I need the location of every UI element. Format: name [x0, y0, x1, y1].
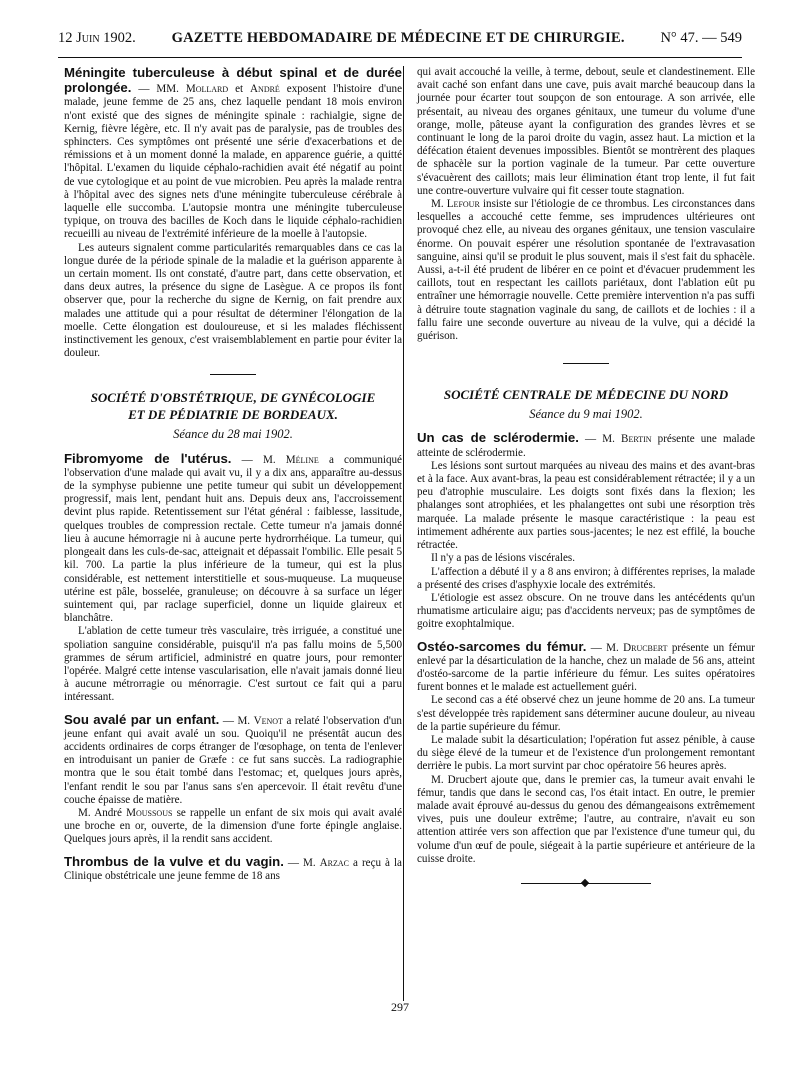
article-meningite: Méningite tuberculeuse à début spinal et de durée prolongée. — MM. Mollard et André exposent l'histoire d'une malade, jeune femme de 25 ans, chez laquelle pendant 18 mois environ n'ont existé que des signes de méningite spinale : rachialgie, signe de Kernig, fièvre légère, etc. Il n'y avait pas de paralysie, pas de troubles des sphincters. Ces symptômes ont présenté une série d'exacerbations et de rémissions et à un moment donné la malade, en apparence guérie, a quitté l'hôpital. L'examen du liquide céphalo-rachidien avait été négatif au point de vue cytologique et au point de vue microbien. Peu après la malade rentra à l'hôpital avec des signes nets d'une méningite tuberculeuse cérébrale à laquelle elle succomba. L'autopsie montra une méningite tuberculeuse typique, on trouva des bacilles de Koch dans le liquide céphalo-rachidien recueilli au niveau de l'extrémité inférieure de la moelle à l'autopsie. [64, 65, 402, 241]
page-number: 297 [391, 1000, 409, 1014]
article-fibromyome: Fibromyome de l'utérus. — M. Méline a communiqué l'observation d'une malade qui avait vu, il y a dix ans, apparaître au-dessus de la symphyse pubienne une petite tumeur qui subit un développement progressif, mais lent, pendant huit ans. Depuis deux ans, l'accroissement devint plus rapide. Retentissement sur l'état général : faiblesse, lassitude, quelques troubles de compression rectale. Cette tumeur n'a jamais donné lieu à aucune hémorragie ni à aucune perte hydrorrhéique. La tumeur, qui plongeait dans les culs-de-sac, atteignait et dépassait l'ombilic. Elle pesait 5 kil. 700. La partie la plus inférieure de la tumeur, qui est la plus considérable, est nettement interstitielle et sous-muqueuse. La muqueuse utérine est pâle, bosselée, granuleuse; on découvre à sa surface un léger suintement qui, par raclage superficiel, donne un liquide glaireux et blanchâtre. [64, 450, 402, 625]
session-date: Séance du 9 mai 1902. [529, 407, 643, 422]
paragraph: Il n'y a pas de lésions viscérales. [431, 552, 576, 565]
article-title: Ostéo-sarcomes du fémur. [417, 638, 587, 654]
paragraph: M. Lefour insiste sur l'étiologie de ce thrombus. Les circonstances dans lesquelles a accouché cette femme, ses imprudences ultérieures ont provoqué chez elle, au niveau des organes génitaux, une tension vasculaire énorme. On pouvait espérer une résolution spontanée de l'extravasation sanguine, ainsi qu'il se produit le plus souvent, mais il s'est fait du sphacèle. Aussi, a-t-il été prudent de libérer en ce point et d'évacuer prudemment les caillots, tout en respectant les caillots pariétaux, dont l'ablation eût pu entraîner une hémorragie nouvelle. Cette première intervention n'a pas suffi à détruire toute stagnation vaginale du sang, de caillots et de lochies : il a fallu faire une seconde ouverture au niveau de la vulve, qui a décidé la guérison. [417, 198, 755, 343]
article-title: Sou avalé par un enfant. [64, 711, 220, 727]
article-sou-avale: Sou avalé par un enfant. — M. Venot a relaté l'observation d'un jeune enfant qui avait avalé un sou. Quoiqu'il ne présentât aucun des accidents ordinaires de corps étranger de l'œsophage, on tenta de l'enlever en introduisant un panier de Græfe : ce fut sans succès. La radiographie montra que le sou était tombé dans l'estomac; et, quelques jours après, l'enfant rendit le sou par l'anus sans s'en apercevoir. Il était revêtu d'une couche épaisse de matière. [64, 711, 402, 806]
right-column [417, 66, 755, 888]
paragraph: L'ablation de cette tumeur très vasculaire, très irriguée, a constitué une spoliation sanguine considérable, puisqu'il n'a pas fallu moins de 5,500 grammes de sérum artificiel, administré en quatre jours, pour remonter l'opérée. Malgré cette intense vascularisation, elle n'avait jamais donné lieu à aucune métrorragie ou ménorragie. C'est surtout ce fait qui a paru intéressant. [64, 625, 402, 704]
paragraph: Les auteurs signalent comme particularités remarquables dans ce cas la longue durée de la période spinale de la maladie et la guérison apparente à un certain moment. Ils ont constaté, d'autre part, dans cette observation, et dans deux autres, la présence du signe de Lasègue. A ce propos ils font observer que, pour la recherche du signe de Kernig, on fait prendre aux malades une attitude qui a pour résultat de déterminer l'élongation de la moelle. Cette élongation est douloureuse, et si les malades fléchissent instinctivement les genoux, c'est vraisemblablement en partie pour éviter la douleur. [64, 241, 402, 360]
paragraph: L'affection a débuté il y a 8 ans environ; à différentes reprises, la malade a présenté des crises d'asphyxie locale des extrémités. [417, 565, 755, 591]
paragraph: Le second cas a été observé chez un jeune homme de 20 ans. La tumeur s'est développée très rapidement sans déterminer aucune douleur, au niveau de la partie supérieure du fémur. [417, 694, 755, 733]
author-name: Méline [285, 453, 319, 466]
end-ornament [521, 880, 651, 888]
author-name: Mollard [185, 83, 229, 96]
society-heading: ET DE PÉDIATRIE DE BORDEAUX. [128, 407, 338, 423]
article-thrombus: Thrombus de la vulve et du vagin. — M. Arzac a reçu à la Clinique obstétricale une jeune femme de 18 ans [64, 853, 402, 882]
running-header [58, 30, 742, 56]
author-name: André [250, 83, 280, 96]
issue-page-number: N° 47. — 549 [660, 30, 742, 46]
section-divider [210, 374, 256, 375]
paragraph: Le malade subit la désarticulation; l'opération fut assez pénible, à cause du siège élevé de la tumeur et de l'existence d'un prolongement remontant derrière le pubis. La mort survint par choc opératoire 56 heures après. [417, 733, 755, 773]
section-divider [563, 363, 609, 364]
article-title: Un cas de sclérodermie. [417, 430, 579, 446]
society-heading: SOCIÉTÉ CENTRALE DE MÉDECINE DU NORD [443, 387, 729, 403]
paragraph: qui avait accouché la veille, à terme, debout, seule et clandestinement. Elle avait caché son enfant dans une cave, puis avait marché beaucoup dans la journée pour écarter tout soupçon de son entourage. A son arrivée, elle présentait, au niveau des organes génitaux, une tumeur du volume d'une orange, molle, pâteuse ayant la configuration des grandes lèvres et se continuant le long de la paroi droite du vagin, assez haut. La miction et la défécation étaient devenues impossibles. Bientôt se montrèrent des plaques de sphacèle sur la portion vaginale de la tumeur. Par cette ouverture s'évacuèrent des caillots; mais leur élimination étant trop lente, il fut fait une contre-ouverture vulvaire qui fit cesser toute stagnation. [417, 66, 755, 197]
paragraph: Les lésions sont surtout marquées au niveau des mains et des avant-bras et à la face. Aux avant-bras, la peau est considérablement rétractée; il y a un peu d'atrophie musculaire. Les doigts sont fixés dans la flexion; les phalanges sont atrophiées, et les phalangettes ont subi une résorption très marquée. La malade présente le masque caractéristique : la peau est intimement adhérente aux parties sous-jacentes; le nez est effilé, la bouche rétractée. [417, 459, 755, 552]
article-title: Fibromyome de l'utérus. [64, 450, 232, 466]
journal-title: GAZETTE HEBDOMADAIRE DE MÉDECINE ET DE CHIRURGIE. [171, 30, 625, 46]
article-title: Thrombus de la vulve et du vagin. [64, 853, 284, 869]
column-divider [403, 66, 404, 1001]
author-name: Venot [253, 714, 283, 727]
paragraph: M. André Moussous se rappelle un enfant de six mois qui avait avalé une broche en or, ouverte, de la dimension d'une forte épingle anglaise. Quelques jours après, il la rendit sans accident. [64, 806, 403, 846]
author-name: Drucbert [623, 641, 668, 654]
article-title: Méningite tuberculeuse à début spinal et de durée prolongée. [64, 65, 402, 96]
author-name: Moussous [126, 806, 173, 819]
session-date: Séance du 28 mai 1902. [173, 427, 293, 442]
author-name: Bertin [621, 433, 652, 446]
author-name: Lefour [446, 198, 480, 211]
header-rule [58, 57, 742, 58]
paragraph: M. Drucbert ajoute que, dans le premier cas, la tumeur avait envahi le fémur, tandis que dans le second cas, l'os était intact. En outre, le premier malade avait éprouvé au-dessus du genou des démangeaisons extrêmement vives, puis une douleur extrême; l'autre, au contraire, n'avait eu son attention attirée vers son affection que par l'existence d'une tumeur qui, du volume d'un œuf de poule, siégeait à la partie supérieure et antérieure de la cuisse droite. [417, 773, 755, 865]
author-name: Arzac [319, 856, 350, 869]
paragraph: L'étiologie est assez obscure. On ne trouve dans les antécédents qu'un rhumatisme articulaire aigu; pas d'accidents nerveux; pas de symptômes de goitre exophtalmique. [417, 591, 755, 631]
header-date: 12 Juin 1902. [58, 30, 136, 46]
diamond-ornament-icon [581, 879, 589, 887]
left-column [64, 66, 402, 883]
article-sclerodermie: Un cas de sclérodermie. — M. Bertin présente une malade atteinte de sclérodermie. [417, 430, 755, 459]
society-heading: SOCIÉTÉ D'OBSTÉTRIQUE, DE GYNÉCOLOGIE [90, 390, 376, 406]
article-osteo-sarcomes: Ostéo-sarcomes du fémur. — M. Drucbert présente un fémur enlevé par la désarticulation de la hanche, chez un malade de 56 ans, atteint d'ostéo-sarcome de la partie inférieure du fémur. Les suites opératoires furent bonnes et le malade est actuellement guéri. [417, 638, 755, 694]
